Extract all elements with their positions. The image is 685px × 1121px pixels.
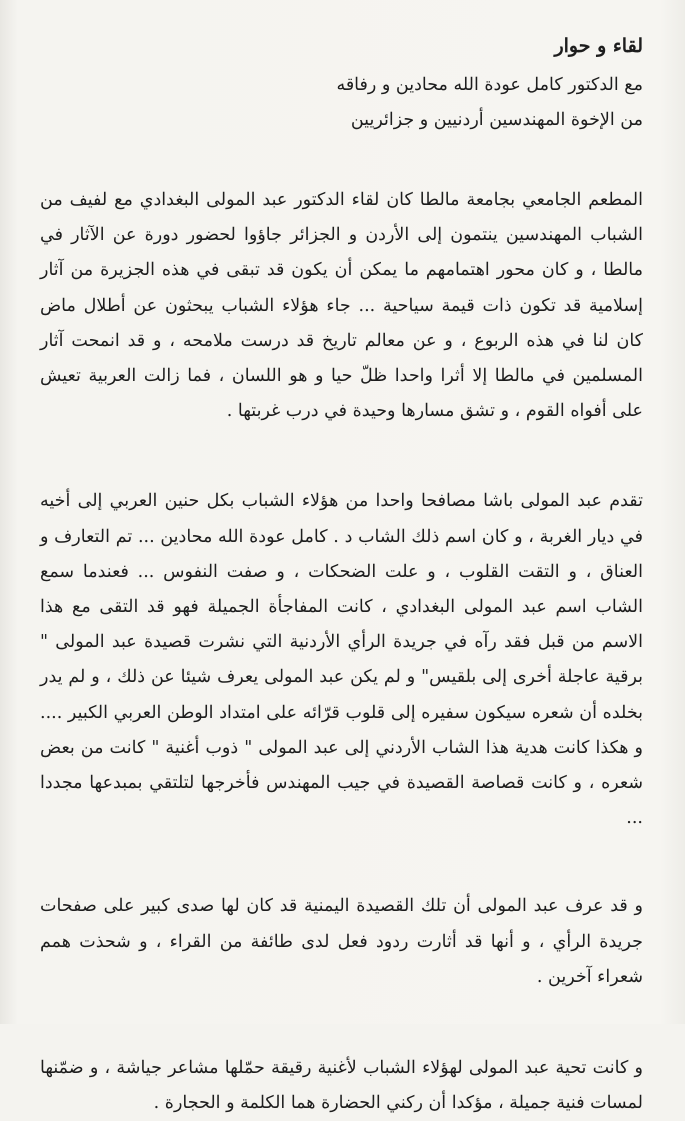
subtitle-line: مع الدكتور كامل عودة الله محادين و رفاقه [336, 75, 643, 95]
page-title: لقاء و حوار [554, 35, 643, 57]
paragraph: المطعم الجامعي بجامعة مالطا كان لقاء الدكتور عبد المولى البغدادي مع لفيف من الشباب المهندسين ينتمون إلى الأردن و الجزائر جاؤوا لحضور دورة عن الآثار في مالطا ، و كان محور اهتمامهم ما يمكن أن يكون قد تبقى في هذه الجزيرة من آثار إسلامية قد تكون ذات قيمة سياحية ... جاء هؤلاء الشباب يبحثون عن أطلال ماض كان لنا في هذه الربوع ، و عن معالم تاريخ قد درست ملامحه ، و قد انمحت آثار المسلمين في مالطا إلا أثرا واحدا ظلّ حيا و هو اللسان ، فما زالت العربية تعيش على أفواه القوم ، و تشق مسارها وحيدة في درب غربتها . [40, 190, 643, 422]
subtitle-line: من الإخوة المهندسين أردنيين و جزائريين [350, 110, 643, 130]
paragraph: و كانت تحية عبد المولى لهؤلاء الشباب لأغنية رقيقة حمّلها مشاعر جياشة ، و ضمّنها لمسات فنية جميلة ، مؤكدا أن ركني الحضارة هما الكلمة و الحجارة . [40, 1058, 643, 1114]
subtitle-block [40, 68, 643, 138]
paragraph: تقدم عبد المولى باشا مصافحا واحدا من هؤلاء الشباب بكل حنين العربي إلى أخيه في ديار الغربة ، و كان اسم ذلك الشاب د . كامل عودة الله محادين ... تم التعارف و العناق ، و التقت القلوب ، و علت الضحكات ، و صفت النفوس ... فعندما سمع الشاب اسم عبد المولى البغدادي ، كانت المفاجأة الجميلة فهو قد التقى مع هذا الاسم من قبل فقد رآه في جريدة الرأي الأردنية التي نشرت قصيدة عبد المولى " برقية عاجلة أخرى إلى بلقيس" و لم يكن عبد المولى يعرف شيئا عن ذلك ، و لم يدر بخلده أن شعره سيكون سفيره إلى قلوب قرّائه على امتداد الوطن العربي الكبير .... و هكذا كانت هدية هذا الشاب الأردني إلى عبد المولى " ذوب أغنية " كانت من بعض شعره ، و كانت قصاصة القصيدة في جيب المهندس فأخرجها لتلتقي بمبدعها مجددا ... [40, 491, 643, 829]
paragraph: و قد عرف عبد المولى أن تلك القصيدة اليمنية قد كان لها صدى كبير على صفحات جريدة الرأي ، و أنها قد أثارت ردود فعل لدى طائفة من القراء ، و شحذت همم شعراء آخرين . [40, 896, 643, 987]
